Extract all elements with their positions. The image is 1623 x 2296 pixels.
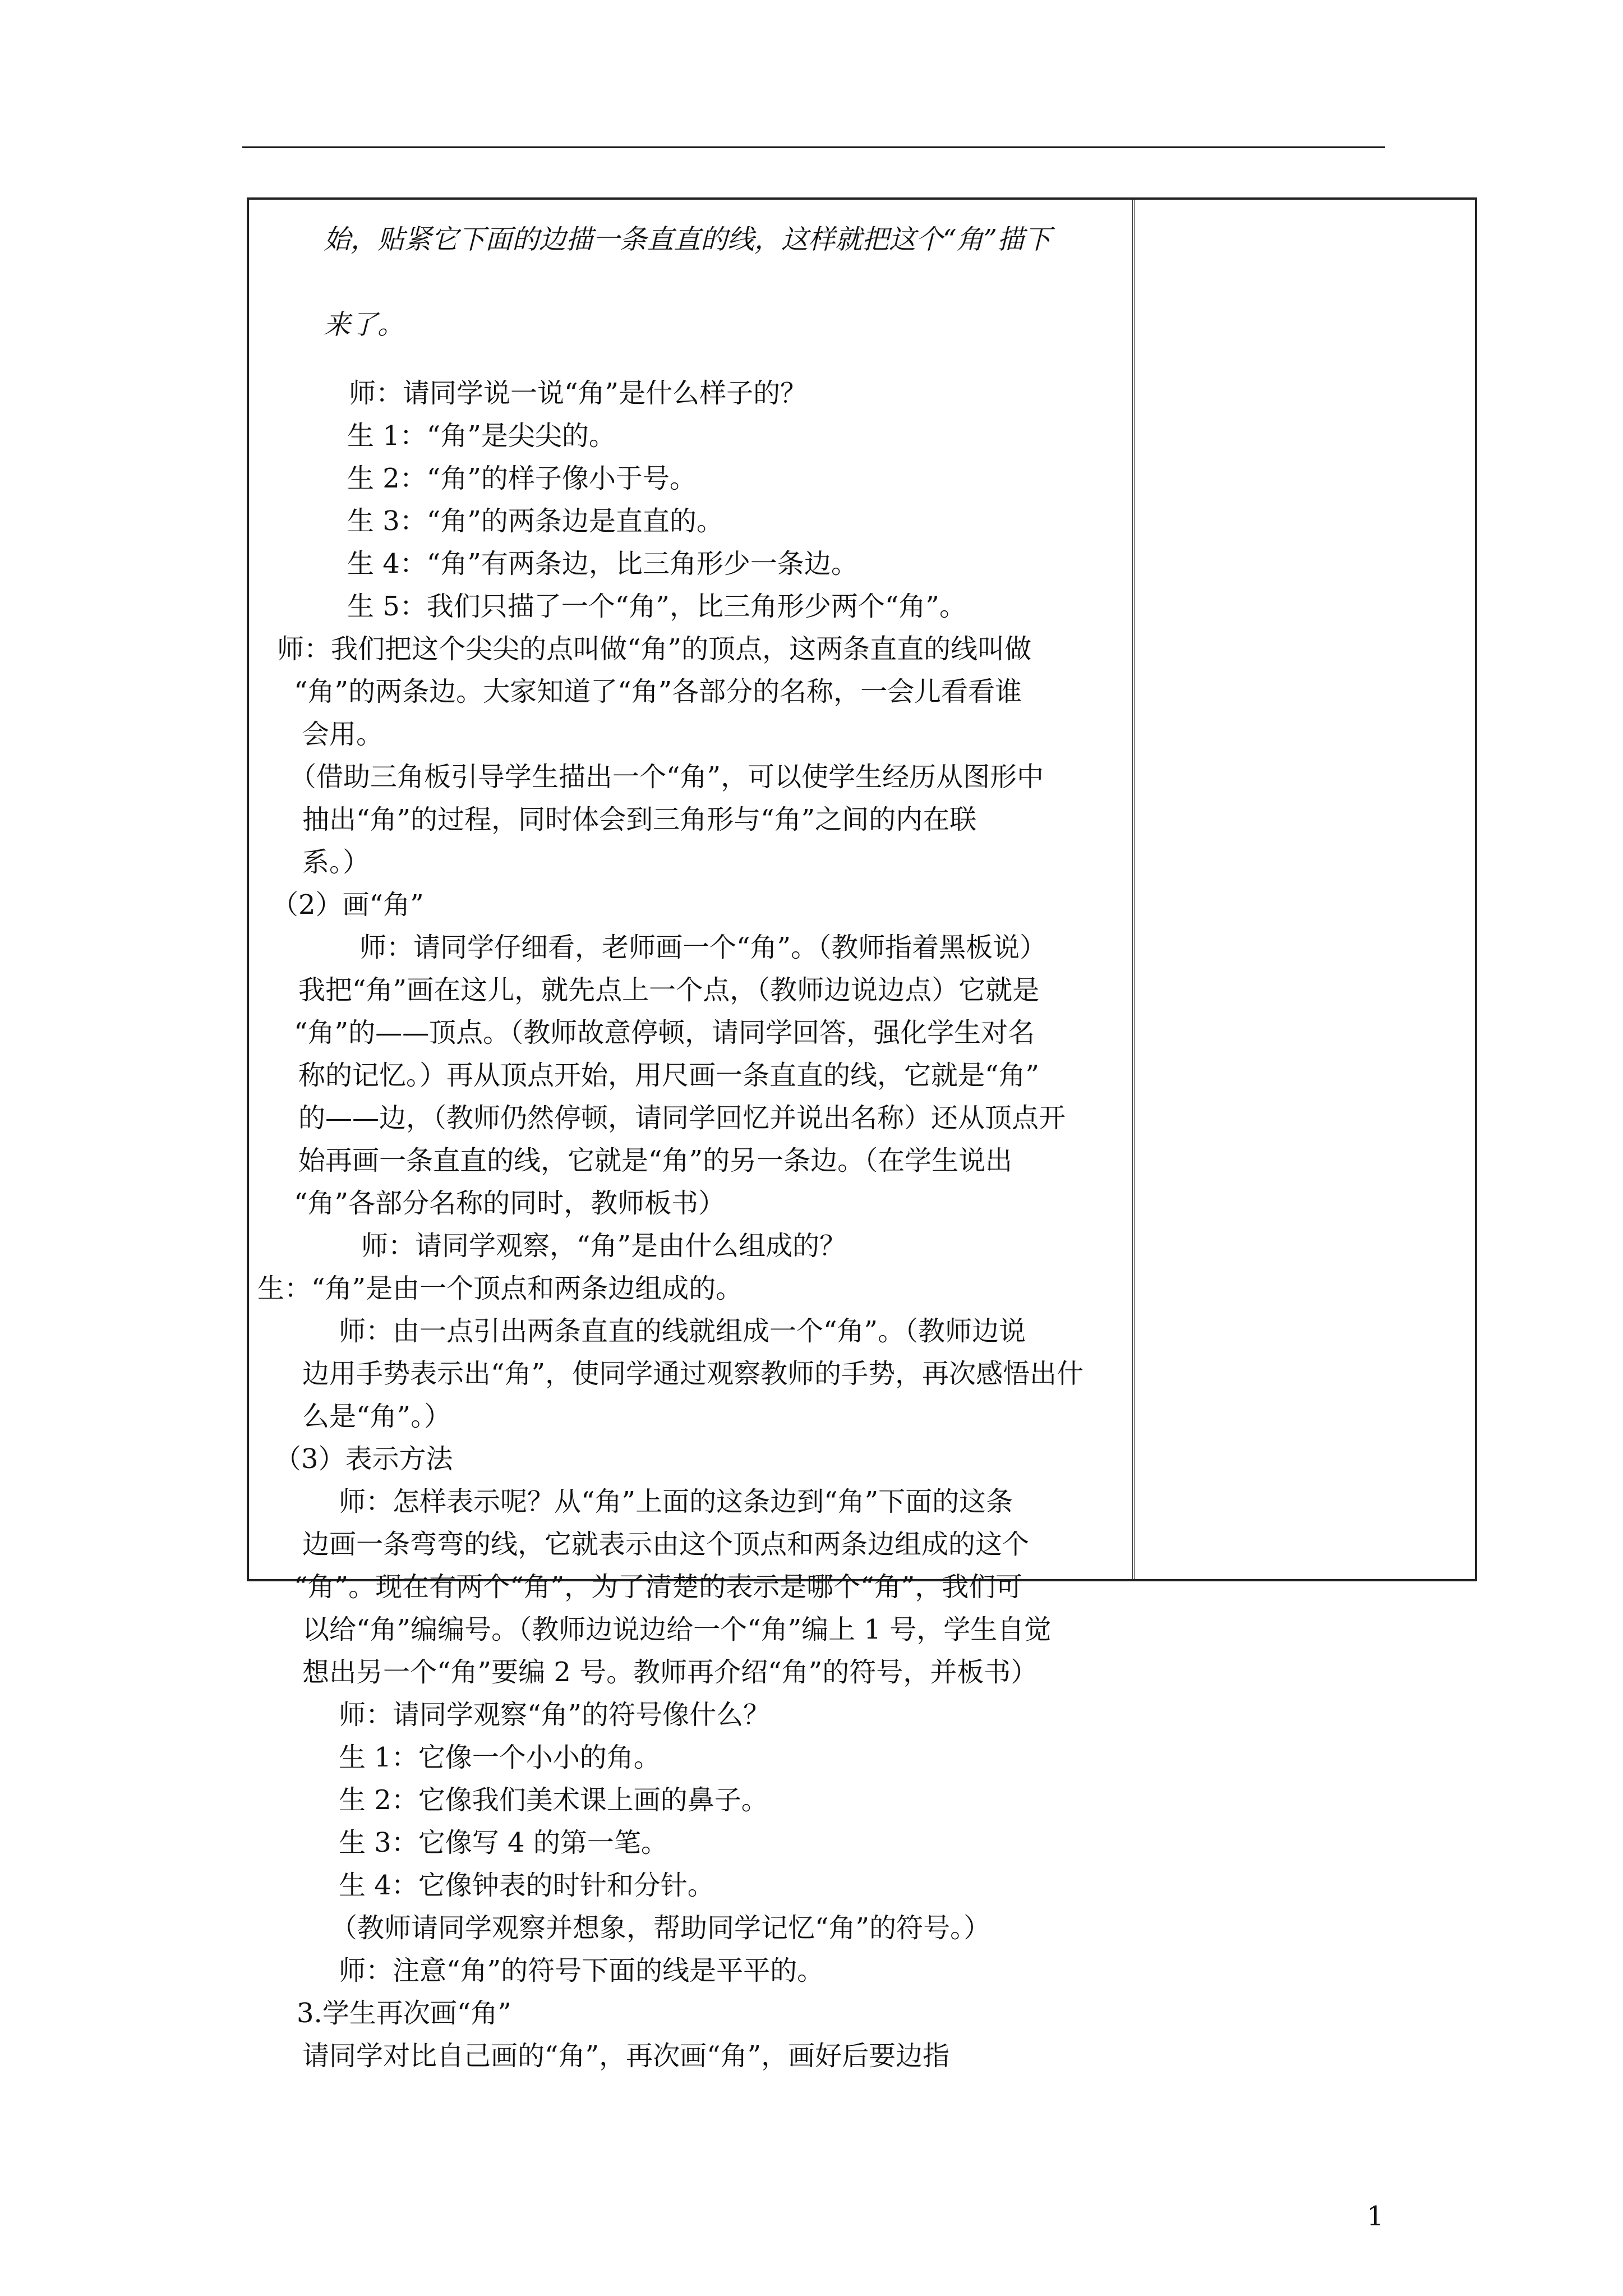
text-line: 始再画一条直直的线，它就是“角”的另一条边。（在学生说出 [298, 1145, 1013, 1176]
text-line: 生 3：它像写 4 的第一笔。 [339, 1827, 668, 1858]
text-line: 生 4：“角”有两条边，比三角形少一条边。 [347, 548, 858, 579]
text-line: 抽出“角”的过程，同时体会到三角形与“角”之间的内在联 [302, 804, 977, 835]
column-divider [1132, 200, 1135, 1579]
text-line: 想出另一个“角”要编 2 号。教师再介绍“角”的符号，并板书） [302, 1657, 1038, 1688]
text-line: 师：由一点引出两条直直的线就组成一个“角”。（教师边说 [339, 1315, 1026, 1347]
text-line: 生 5：我们只描了一个“角”，比三角形少两个“角”。 [347, 591, 966, 622]
section-heading: （3）表示方法 [274, 1443, 453, 1475]
text-line: 请同学对比自己画的“角”，再次画“角”，画好后要边指 [302, 2040, 950, 2072]
text-line: 师：我们把这个尖尖的点叫做“角”的顶点，这两条直直的线叫做 [277, 633, 1032, 665]
text-line: 边画一条弯弯的线，它就表示由这个顶点和两条边组成的这个 [302, 1529, 1030, 1560]
text-line: 生 3：“角”的两条边是直直的。 [347, 505, 723, 537]
text-line: 始，贴紧它下面的边描一条直直的线，这样就把这个“角”描下 [324, 224, 1052, 255]
text-line: 师：请同学仔细看，老师画一个“角”。（教师指着黑板说） [359, 932, 1047, 963]
text-line: 生 1：它像一个小小的角。 [339, 1742, 661, 1773]
text-line: 的——边，（教师仍然停顿，请同学回忆并说出名称）还从顶点开 [298, 1102, 1066, 1134]
text-line: （借助三角板引导学生描出一个“角”，可以使学生经历从图形中 [289, 761, 1044, 793]
text-line: 生 2：“角”的样子像小于号。 [347, 463, 697, 494]
header-rule [242, 146, 1385, 148]
lesson-table [247, 197, 1477, 2072]
text-line: 么是“角”。） [302, 1401, 451, 1432]
text-line: 师：请同学说一说“角”是什么样子的？ [349, 378, 808, 409]
text-line: 生 1：“角”是尖尖的。 [347, 420, 616, 452]
text-line: 会用。 [302, 719, 384, 750]
section-heading: （2）画“角” [271, 889, 424, 921]
text-line: 系。） [302, 846, 370, 878]
section-heading: 3.学生再次画“角” [297, 1998, 511, 2029]
text-line: “角”各部分名称的同时，教师板书） [294, 1188, 726, 1219]
text-line: （教师请同学观察并想象，帮助同学记忆“角”的符号。） [330, 1912, 991, 1944]
text-line: 师：注意“角”的符号下面的线是平平的。 [339, 1955, 824, 1986]
text-line: 称的记忆。）再从顶点开始，用尺画一条直直的线，它就是“角” [298, 1060, 1040, 1091]
text-line: 我把“角”画在这儿，就先点上一个点，（教师边说边点）它就是 [298, 974, 1040, 1006]
text-line: “角”的两条边。大家知道了“角”各部分的名称，一会儿看看谁 [294, 676, 1022, 707]
text-line: 来了。 [324, 309, 405, 341]
text-line: 师：请同学观察，“角”是由什么组成的？ [361, 1230, 847, 1262]
text-line: 边用手势表示出“角”，使同学通过观察教师的手势，再次感悟出什 [302, 1358, 1084, 1389]
text-line: “角”的——顶点。（教师故意停顿，请同学回答，强化学生对名 [294, 1017, 1035, 1048]
text-line: 生 2：它像我们美术课上画的鼻子。 [339, 1784, 768, 1816]
text-line: 师：怎样表示呢？从“角”上面的这条边到“角”下面的这条 [339, 1486, 1013, 1517]
text-line: 生 4：它像钟表的时针和分针。 [339, 1870, 714, 1901]
text-line: “角”。现在有两个“角”，为了清楚的表示是哪个“角”，我们可 [294, 1571, 1023, 1603]
text-line: 生：“角”是由一个顶点和两条边组成的。 [257, 1273, 743, 1304]
page-number: 1 [1367, 2201, 1384, 2232]
text-line: 以给“角”编编号。（教师边说边给一个“角”编上 1 号，学生自觉 [302, 1614, 1052, 1645]
text-line: 师：请同学观察“角”的符号像什么？ [339, 1699, 771, 1731]
notes-column [1135, 200, 1475, 1579]
